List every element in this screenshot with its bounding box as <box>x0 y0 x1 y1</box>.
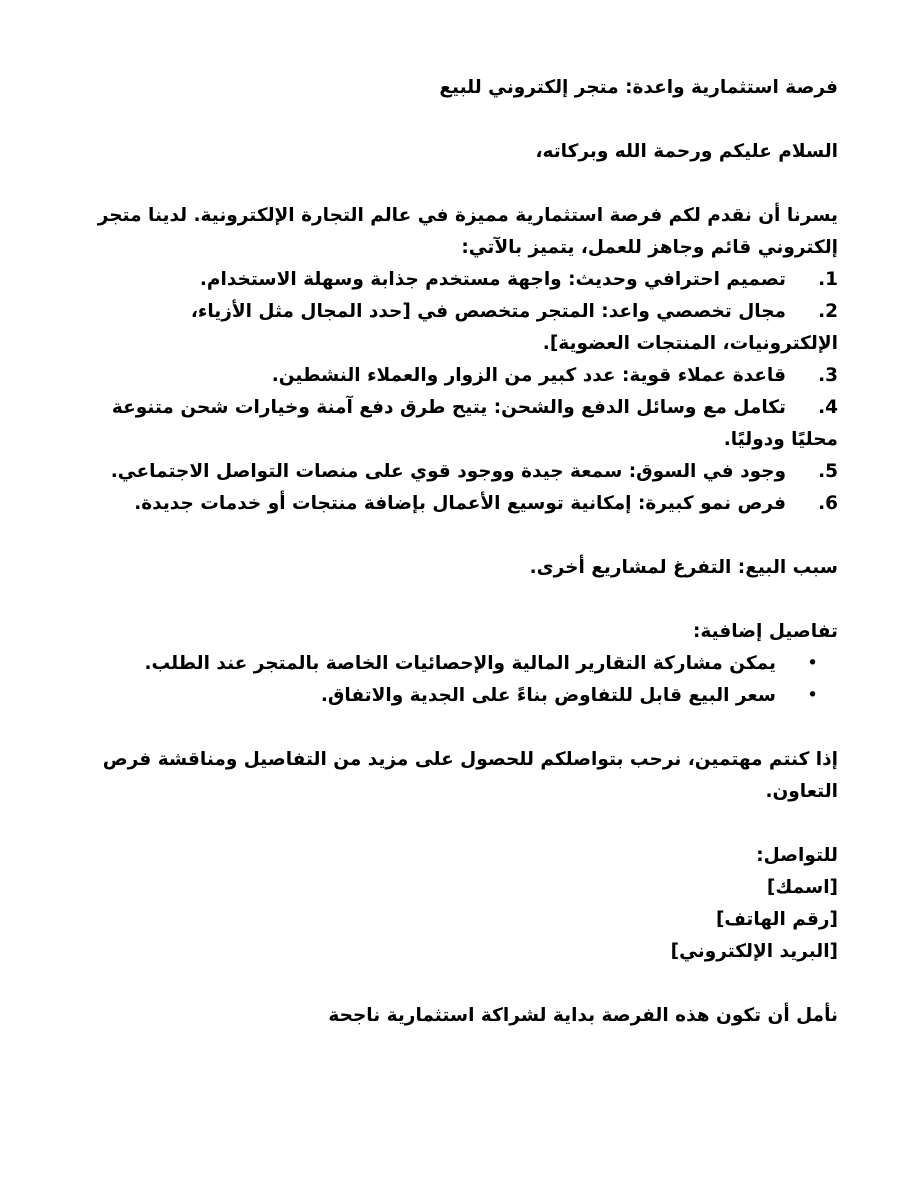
contact-heading: للتواصل: <box>756 845 838 866</box>
feature-number: 2. <box>818 301 838 322</box>
closing-invite: إذا كنتم مهتمين، نرحب بتواصلكم للحصول على مزيد من التفاصيل ومناقشة فرص التعاون. <box>102 749 838 802</box>
feature-number: 1. <box>818 269 838 290</box>
bullet-icon: • <box>807 653 818 674</box>
contact-email: [البريد الإلكتروني] <box>670 941 838 962</box>
details-heading: تفاصيل إضافية: <box>692 621 838 642</box>
feature-item <box>80 456 838 488</box>
features-list <box>80 264 838 520</box>
detail-item <box>80 680 838 712</box>
final-line: نأمل أن تكون هذه الفرصة بداية لشراكة استثمارية ناجحة <box>328 1005 838 1026</box>
feature-item <box>80 360 838 392</box>
feature-text: مجال تخصصي واعد: المتجر متخصص في [حدد المجال مثل الأزياء، الإلكترونيات، المنتجات العضوية]. <box>190 301 838 354</box>
details-list <box>80 648 838 712</box>
spacer <box>80 808 838 840</box>
feature-number: 5. <box>818 461 838 482</box>
intro-paragraph: يسرنا أن نقدم لكم فرصة استثمارية مميزة في عالم التجارة الإلكترونية. لدينا متجر إلكتروني قائم وجاهز للعمل، يتميز بالآتي: <box>97 205 838 258</box>
feature-text: وجود في السوق: سمعة جيدة ووجود قوي على منصات التواصل الاجتماعي. <box>110 461 786 482</box>
document-title: فرصة استثمارية واعدة: متجر إلكتروني للبيع <box>439 77 838 98</box>
contact-block <box>80 840 838 968</box>
feature-number: 4. <box>818 397 838 418</box>
contact-phone: [رقم الهاتف] <box>715 909 838 930</box>
spacer <box>80 520 838 552</box>
sale-reason: سبب البيع: التفرغ لمشاريع أخرى. <box>529 557 838 578</box>
greeting: السلام عليكم ورحمة الله وبركاته، <box>535 141 838 162</box>
feature-item <box>80 488 838 520</box>
spacer <box>80 712 838 744</box>
feature-number: 6. <box>818 493 838 514</box>
feature-item <box>80 296 838 360</box>
detail-text: سعر البيع قابل للتفاوض بناءً على الجدية والاتفاق. <box>320 685 776 706</box>
feature-item <box>80 392 838 456</box>
spacer <box>80 968 838 1000</box>
feature-text: تكامل مع وسائل الدفع والشحن: يتيح طرق دفع آمنة وخيارات شحن متنوعة محليًا ودوليًا. <box>111 397 838 450</box>
bullet-icon: • <box>807 685 818 706</box>
detail-item <box>80 648 838 680</box>
feature-text: فرص نمو كبيرة: إمكانية توسيع الأعمال بإضافة منتجات أو خدمات جديدة. <box>134 493 786 514</box>
feature-text: تصميم احترافي وحديث: واجهة مستخدم جذابة وسهلة الاستخدام. <box>199 269 786 290</box>
feature-number: 3. <box>818 365 838 386</box>
feature-item <box>80 264 838 296</box>
feature-text: قاعدة عملاء قوية: عدد كبير من الزوار والعملاء النشطين. <box>271 365 786 386</box>
spacer <box>80 584 838 616</box>
detail-text: يمكن مشاركة التقارير المالية والإحصائيات الخاصة بالمتجر عند الطلب. <box>144 653 776 674</box>
contact-name: [اسمك] <box>766 877 838 898</box>
